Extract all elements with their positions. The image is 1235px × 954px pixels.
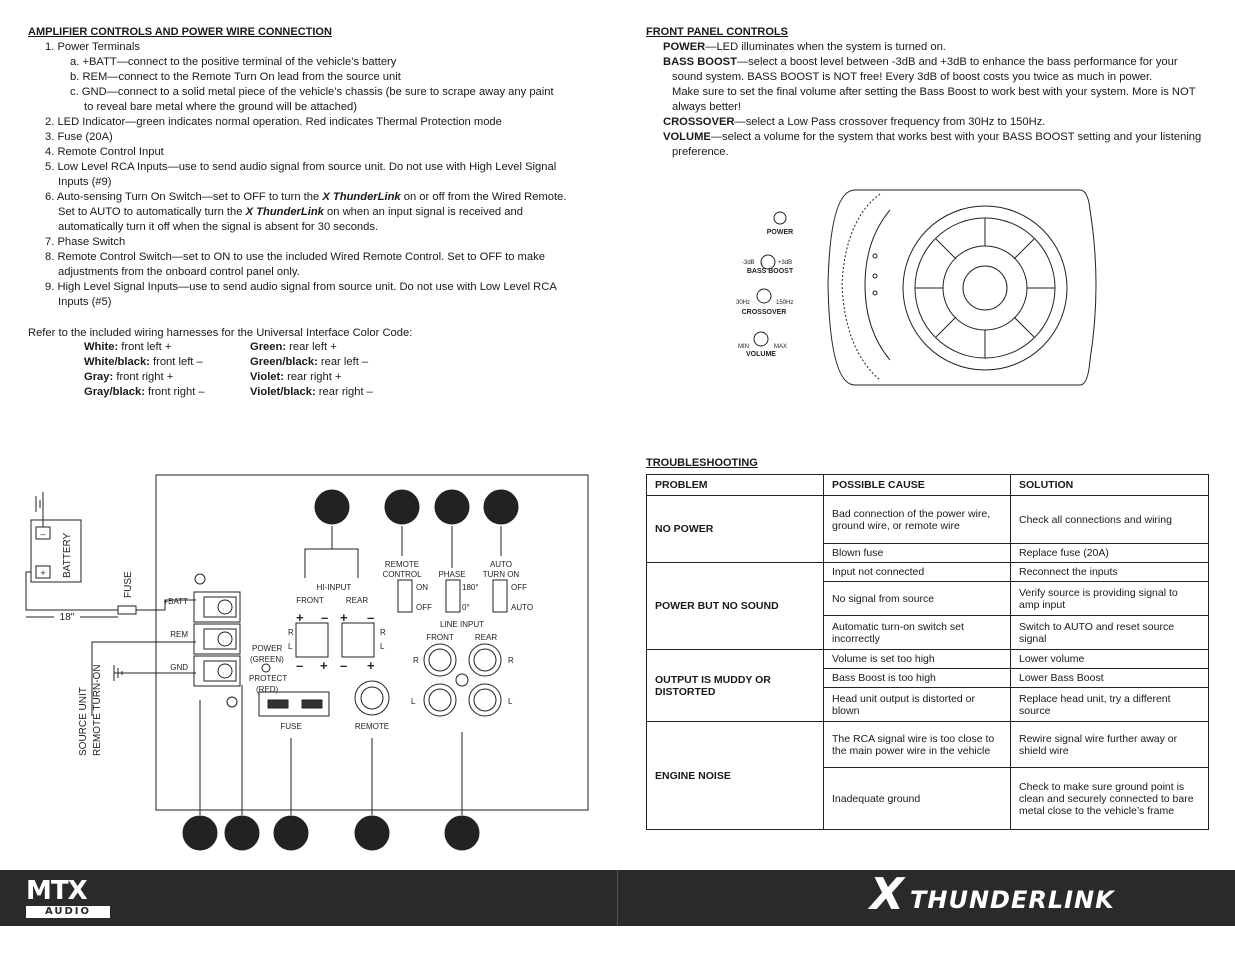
list-item: b. REM—connect to the Remote Turn On lead from the source unit: [70, 71, 401, 83]
color-code-row: White: front left +: [84, 341, 172, 353]
svg-text:R: R: [380, 628, 386, 637]
amp-heading: AMPLIFIER CONTROLS AND POWER WIRE CONNECTION: [28, 26, 332, 38]
auto-switch-off: OFF: [511, 583, 527, 592]
protect-led-label: PROTECT: [249, 674, 288, 683]
list-item: adjustments from the onboard control panel only.: [58, 266, 300, 278]
rem-terminal-label: REM: [170, 630, 188, 639]
auto-turn-on-switch: [493, 580, 507, 612]
svg-text:L: L: [380, 642, 385, 651]
xthunderlink-logo: [870, 869, 1210, 920]
fuse-label: FUSE: [123, 571, 134, 598]
phase-switch: [446, 580, 460, 612]
phase-0: 0°: [462, 603, 470, 612]
hi-input-label: HI-INPUT: [316, 583, 352, 592]
solution-cell: Check to make sure ground point is clean and securely connected to bare metal close to the vehicle’s frame: [1011, 768, 1209, 830]
svg-text:R: R: [288, 628, 294, 637]
cause-cell: Head unit output is distorted or blown: [824, 688, 1011, 722]
callout-6: 6: [495, 497, 507, 519]
color-code-row: Green: rear left +: [250, 341, 337, 353]
table-row: [647, 650, 1209, 669]
turn-on-label: TURN ON: [482, 570, 520, 579]
table-row: [647, 722, 1209, 768]
source-unit-label: SOURCE UNIT: [78, 687, 89, 756]
remote-control-switch: [398, 580, 412, 612]
bass-minus-label: -3dB: [742, 260, 755, 266]
battery-label: BATTERY: [62, 532, 73, 578]
list-item: 3. Fuse (20A): [45, 131, 113, 143]
column-header: POSSIBLE CAUSE: [824, 475, 1011, 496]
mtx-audio-logo: [26, 878, 114, 922]
hi-input-front-connector: [296, 623, 328, 657]
table-row: [647, 496, 1209, 544]
cause-cell: Inadequate ground: [824, 768, 1011, 830]
column-header: PROBLEM: [647, 475, 824, 496]
ground-symbol: [36, 492, 43, 527]
phase-180: 180°: [462, 583, 479, 592]
hi-input-rear-connector: [342, 623, 374, 657]
svg-text:R: R: [413, 656, 419, 665]
problem-cell: OUTPUT IS MUDDY OR DISTORTED: [647, 650, 824, 722]
fuse-board-label: FUSE: [280, 722, 302, 731]
auto-switch-auto: AUTO: [511, 603, 534, 612]
crossover-knob: [757, 289, 771, 303]
footer-bar: [0, 870, 1235, 926]
svg-text:L: L: [288, 642, 293, 651]
remote-control-label-2: CONTROL: [382, 570, 422, 579]
list-item: Inputs (#5): [58, 296, 112, 308]
item6-text-c: Set to AUTO to automatically turn the: [58, 206, 246, 218]
hi-front-label: FRONT: [296, 596, 324, 605]
front-heading: FRONT PANEL CONTROLS: [646, 26, 788, 38]
svg-text:–: –: [40, 529, 46, 539]
panel-bass-label: BASS BOOST: [746, 268, 794, 275]
problem-cell: ENGINE NOISE: [647, 722, 824, 830]
remote-switch-off: OFF: [416, 603, 432, 612]
svg-text:+: +: [320, 658, 328, 673]
bass-plus-label: +3dB: [778, 260, 793, 266]
cause-cell: Automatic turn-on switch set incorrectly: [824, 616, 1011, 650]
panel-crossover-label: CROSSOVER: [741, 309, 787, 316]
gnd-terminal-label: GND: [170, 663, 188, 672]
svg-text:–: –: [321, 610, 329, 625]
color-code-right: [250, 340, 373, 400]
list-item: 7. Phase Switch: [45, 236, 126, 248]
solution-cell: Lower volume: [1011, 650, 1209, 669]
svg-text:R: R: [508, 656, 514, 665]
list-item: automatically turn it off when the signal is absent for 30 seconds.: [58, 221, 379, 233]
list-item: always better!: [672, 101, 742, 113]
color-code-row: Violet/black: rear right –: [250, 386, 373, 398]
svg-text:–: –: [367, 610, 375, 625]
power-led-label: POWER: [252, 644, 283, 653]
callout-9: 9: [326, 497, 338, 519]
cause-cell: The RCA signal wire is too close to the main power wire in the vehicle: [824, 722, 1011, 768]
bass-boost-knob: [761, 255, 775, 269]
list-item: 1. Power Terminals: [45, 41, 140, 53]
remote-jack-icon: [355, 681, 389, 715]
callout-3: 3: [285, 823, 297, 845]
solution-cell: Rewire signal wire further away or shield wire: [1011, 722, 1209, 768]
enclosure-outline: [828, 190, 1096, 385]
remote-switch-on: ON: [416, 583, 428, 592]
color-code-row: Gray/black: front right –: [84, 386, 205, 398]
color-code-row: Gray: front right +: [84, 371, 174, 383]
color-code-row: White/black: front left –: [84, 356, 203, 368]
solution-cell: Replace head unit, try a different source: [1011, 688, 1209, 722]
color-code-row: Green/black: rear left –: [250, 356, 369, 368]
solution-cell: Check all connections and wiring: [1011, 496, 1209, 544]
audio-logo-text: AUDIO: [26, 906, 110, 918]
callout-1: 1: [194, 823, 206, 845]
remote-control-label-1: REMOTE: [384, 560, 420, 569]
list-item: BASS BOOST—select a boost level between -3dB and +3dB to enhance the bass performance for your: [663, 56, 1178, 68]
solution-cell: Lower Bass Boost: [1011, 669, 1209, 688]
rca-jacks: [424, 644, 501, 716]
hi-rear-label: REAR: [345, 596, 369, 605]
table-header-row: [647, 475, 1209, 496]
power-led-color: (GREEN): [250, 655, 284, 664]
list-item: c. GND—connect to a solid metal piece of the vehicle’s chassis (be sure to scrape away any paint: [70, 86, 554, 98]
wiring-intro: Refer to the included wiring harnesses for the Universal Interface Color Code:: [28, 327, 413, 339]
panel-volume-label: VOLUME: [746, 351, 776, 358]
svg-text:L: L: [508, 697, 513, 706]
cause-cell: No signal from source: [824, 582, 1011, 616]
solution-cell: Verify source is providing signal to amp input: [1011, 582, 1209, 616]
list-item: [28, 205, 566, 220]
logo-x: X: [870, 869, 904, 920]
svg-text:+: +: [40, 568, 46, 578]
trouble-heading: TROUBLESHOOTING: [646, 457, 758, 469]
line-front-label: FRONT: [426, 633, 454, 642]
batt-terminal-label: +BATT: [163, 597, 188, 606]
list-item: 8. Remote Control Switch—set to ON to use the included Wired Remote Control. Set to OFF to make: [45, 251, 545, 263]
remote-jack-label: REMOTE: [354, 722, 390, 731]
panel-power-label: POWER: [766, 229, 794, 236]
color-code-row: Violet: rear right +: [250, 371, 342, 383]
list-item: 5. Low Level RCA Inputs—use to send audio signal from source unit. Do not use with High Level Signal: [45, 161, 557, 173]
list-item: 9. High Level Signal Inputs—use to send audio signal from source unit. Do not use with Low Level RCA: [45, 281, 557, 293]
solution-cell: Reconnect the inputs: [1011, 563, 1209, 582]
front-panel-illustration: [730, 180, 1110, 395]
problem-cell: POWER BUT NO SOUND: [647, 563, 824, 650]
list-item: CROSSOVER—select a Low Pass crossover frequency from 30Hz to 150Hz.: [663, 116, 1046, 128]
front-panel-list: [646, 40, 1201, 160]
list-item: Inputs (#9): [58, 176, 112, 188]
power-led-icon: [262, 664, 270, 672]
line-input-label: LINE INPUT: [439, 620, 485, 629]
rem-wire: [92, 642, 196, 716]
solution-cell: Switch to AUTO and reset source signal: [1011, 616, 1209, 650]
callout-7: 7: [446, 497, 458, 519]
item6-text-a: 6. Auto-sensing Turn On Switch—set to OFF to turn the: [45, 191, 323, 203]
problem-cell: NO POWER: [647, 496, 824, 563]
volume-min-label: MIN: [738, 344, 749, 350]
amp-list: [28, 40, 566, 310]
troubleshooting-table: [646, 474, 1209, 830]
phase-label: PHASE: [438, 570, 466, 579]
list-item: 4. Remote Control Input: [45, 146, 164, 158]
cause-cell: Bad connection of the power wire, ground wire, or remote wire: [824, 496, 1011, 544]
list-item: preference.: [672, 146, 729, 158]
list-item: 2. LED Indicator—green indicates normal operation. Red indicates Thermal Protection mode: [45, 116, 502, 128]
remote-turn-on-label: REMOTE TURN-ON: [92, 664, 103, 756]
svg-text:L: L: [411, 697, 416, 706]
list-item: a. +BATT—connect to the positive terminal of the vehicle’s battery: [70, 56, 397, 68]
column-header: SOLUTION: [1011, 475, 1209, 496]
wiring-diagram: [0, 460, 620, 860]
table-row: [647, 563, 1209, 582]
crossover-min-label: 30Hz: [736, 300, 751, 306]
callout-4: 4: [366, 823, 378, 845]
list-item: [28, 190, 566, 205]
auto-label: AUTO: [489, 560, 513, 569]
item6-text-d: on when an input signal is received and: [323, 206, 523, 218]
list-item: Make sure to set the final volume after setting the Bass Boost to work best with your system. More is NOT: [672, 86, 1196, 98]
list-item: POWER—LED illuminates when the system is turned on.: [663, 41, 946, 53]
callout-2: 2: [236, 823, 248, 845]
power-terminal-block: [194, 592, 240, 686]
cause-cell: Volume is set too high: [824, 650, 1011, 669]
solution-cell: Replace fuse (20A): [1011, 544, 1209, 563]
svg-text:+: +: [367, 658, 375, 673]
svg-text:–: –: [340, 658, 348, 673]
svg-text:+: +: [340, 610, 348, 625]
crossover-max-label: 150Hz: [776, 300, 794, 306]
cause-cell: Blown fuse: [824, 544, 1011, 563]
svg-text:–: –: [296, 658, 304, 673]
cause-cell: Input not connected: [824, 563, 1011, 582]
brand-name: X ThunderLink: [322, 191, 401, 203]
list-item: sound system. BASS BOOST is NOT free! Every 3dB of boost costs you twice as much in power.: [672, 71, 1153, 83]
protect-led-color: (RED): [256, 685, 279, 694]
brand-name: X ThunderLink: [245, 206, 324, 218]
footer-divider: [617, 870, 618, 926]
item6-text-b: on or off from the Wired Remote.: [400, 191, 567, 203]
battery-icon: [31, 520, 81, 582]
line-rear-label: REAR: [474, 633, 498, 642]
list-item: VOLUME—select a volume for the system that works best with your BASS BOOST setting and your listening: [663, 131, 1202, 143]
color-code-left: [84, 340, 205, 400]
volume-knob: [754, 332, 768, 346]
power-led-icon: [774, 212, 786, 224]
svg-text:+: +: [296, 610, 304, 625]
mtx-logo-text: MTX: [26, 876, 87, 906]
logo-thunderlink: THUNDERLINK: [910, 886, 1115, 914]
list-item: to reveal bare metal where the ground will be attached): [84, 101, 358, 113]
inline-fuse-icon: [118, 606, 136, 614]
volume-max-label: MAX: [774, 344, 788, 350]
distance-label: 18": [59, 612, 75, 623]
callout-8: 8: [396, 497, 408, 519]
callout-5: 5: [456, 823, 468, 845]
cause-cell: Bass Boost is too high: [824, 669, 1011, 688]
